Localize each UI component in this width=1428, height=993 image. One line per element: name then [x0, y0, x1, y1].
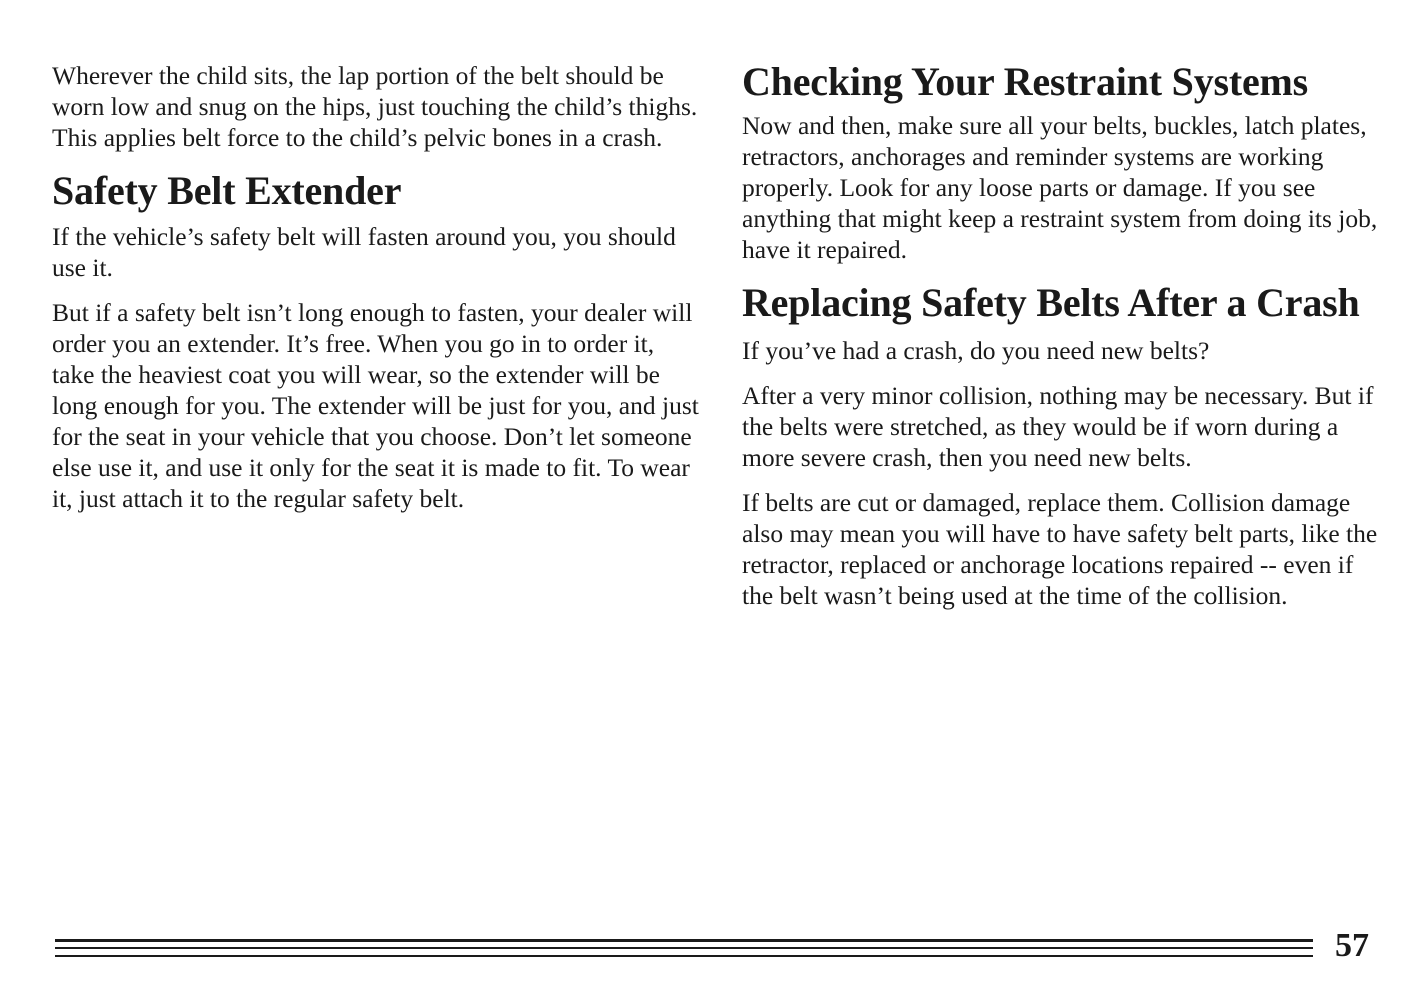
right-column — [742, 58, 1390, 625]
left-column — [52, 60, 702, 528]
section-heading-replacing-belts: Replacing Safety Belts After a Crash — [742, 280, 1360, 325]
checking-paragraph: Now and then, make sure all your belts, buckles, latch plates, retractors, anchorages and reminder systems are working properly. Look for any loose parts or damage. If you see anything that might keep a restraint system from doing its job, have it repaired. — [742, 111, 1378, 264]
extender-paragraph-1: If the vehicle’s safety belt will fasten around you, you should use it. — [52, 222, 676, 282]
section-heading-checking-restraint-systems: Checking Your Restraint Systems — [742, 59, 1309, 104]
footer-rule-middle — [55, 947, 1313, 949]
page-number: 57 — [1335, 927, 1369, 964]
replacing-paragraph-2: After a very minor collision, nothing may be necessary. But if the belts were stretched, as they would be if worn during a more severe crash, then you need new belts. — [742, 381, 1374, 472]
replacing-paragraph-1: If you’ve had a crash, do you need new belts? — [742, 336, 1210, 365]
footer-rule-bottom — [55, 955, 1313, 957]
replacing-paragraph-3: If belts are cut or damaged, replace them. Collision damage also may mean you will have to have safety belt parts, like the retractor, replaced or anchorage locations repaired -- even if the belt wasn’t being used at the time of the collision. — [742, 488, 1378, 610]
intro-paragraph: Wherever the child sits, the lap portion of the belt should be worn low and snug on the hips, just touching the child’s thighs. This applies belt force to the child’s pelvic bones in a crash. — [52, 61, 698, 152]
section-heading-safety-belt-extender: Safety Belt Extender — [52, 168, 402, 213]
footer-rule-top — [55, 939, 1313, 942]
extender-paragraph-2: But if a safety belt isn’t long enough to fasten, your dealer will order you an extender. It’s free. When you go in to order it, take the heaviest coat you will wear, so the extender will be long enough for you. The extender will be just for you, and just for the seat in your vehicle that you choose. Don’t let someone else use it, and use it only for the seat it is made to fit. To wear it, just attach it to the regular safety belt. — [52, 298, 699, 513]
